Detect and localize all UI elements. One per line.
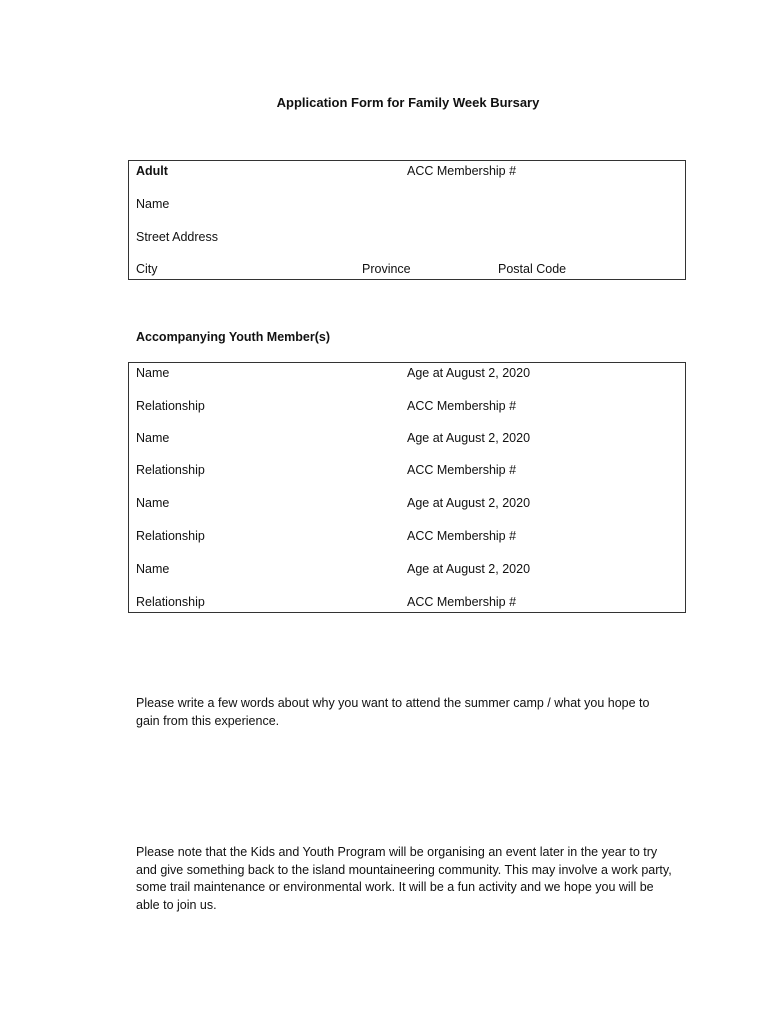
youth-membership-label: ACC Membership # xyxy=(407,529,517,543)
youth-age-label: Age at August 2, 2020 xyxy=(407,562,531,576)
youth-heading: Accompanying Youth Member(s) xyxy=(136,330,331,344)
youth-age-label: Age at August 2, 2020 xyxy=(407,431,531,445)
adult-membership-label: ACC Membership # xyxy=(407,164,517,178)
youth-relationship-row xyxy=(129,399,685,417)
youth-age-label: Age at August 2, 2020 xyxy=(407,366,531,380)
adult-street-row xyxy=(129,230,685,248)
youth-name-row xyxy=(129,496,685,514)
youth-relationship-label: Relationship xyxy=(136,595,205,609)
youth-membership-label: ACC Membership # xyxy=(407,463,517,477)
youth-membership-label: ACC Membership # xyxy=(407,399,517,413)
adult-section xyxy=(128,160,686,280)
youth-name-row xyxy=(129,562,685,580)
adult-name-label: Name xyxy=(136,197,170,211)
community-note-paragraph: Please note that the Kids and Youth Program will be organising an event later in the year to try and give something back to the island mountaineering community. This may involve a work party, some trail maintenance or environmental work. It will be a fun activity and we hope you will be able to join us. xyxy=(136,845,672,912)
why-attend-paragraph: Please write a few words about why you want to attend the summer camp / what you hope to gain from this experience. xyxy=(136,696,650,728)
adult-heading: Adult xyxy=(136,164,168,178)
youth-relationship-row xyxy=(129,529,685,547)
youth-age-label: Age at August 2, 2020 xyxy=(407,496,531,510)
youth-relationship-label: Relationship xyxy=(136,529,205,543)
youth-section xyxy=(128,362,686,613)
youth-name-row xyxy=(129,366,685,384)
adult-province-label: Province xyxy=(362,262,411,276)
youth-relationship-label: Relationship xyxy=(136,463,205,477)
adult-name-row xyxy=(129,197,685,215)
youth-name-label: Name xyxy=(136,366,170,380)
youth-name-row xyxy=(129,431,685,449)
youth-name-label: Name xyxy=(136,431,170,445)
youth-relationship-row xyxy=(129,463,685,481)
adult-city-label: City xyxy=(136,262,158,276)
youth-membership-label: ACC Membership # xyxy=(407,595,517,609)
adult-heading-row xyxy=(129,164,685,182)
youth-relationship-row xyxy=(129,595,685,613)
form-title: Application Form for Family Week Bursary xyxy=(276,95,540,110)
adult-city-row xyxy=(129,262,685,280)
youth-relationship-label: Relationship xyxy=(136,399,205,413)
youth-name-label: Name xyxy=(136,496,170,510)
adult-postal-label: Postal Code xyxy=(498,262,567,276)
adult-street-label: Street Address xyxy=(136,230,218,244)
youth-name-label: Name xyxy=(136,562,170,576)
